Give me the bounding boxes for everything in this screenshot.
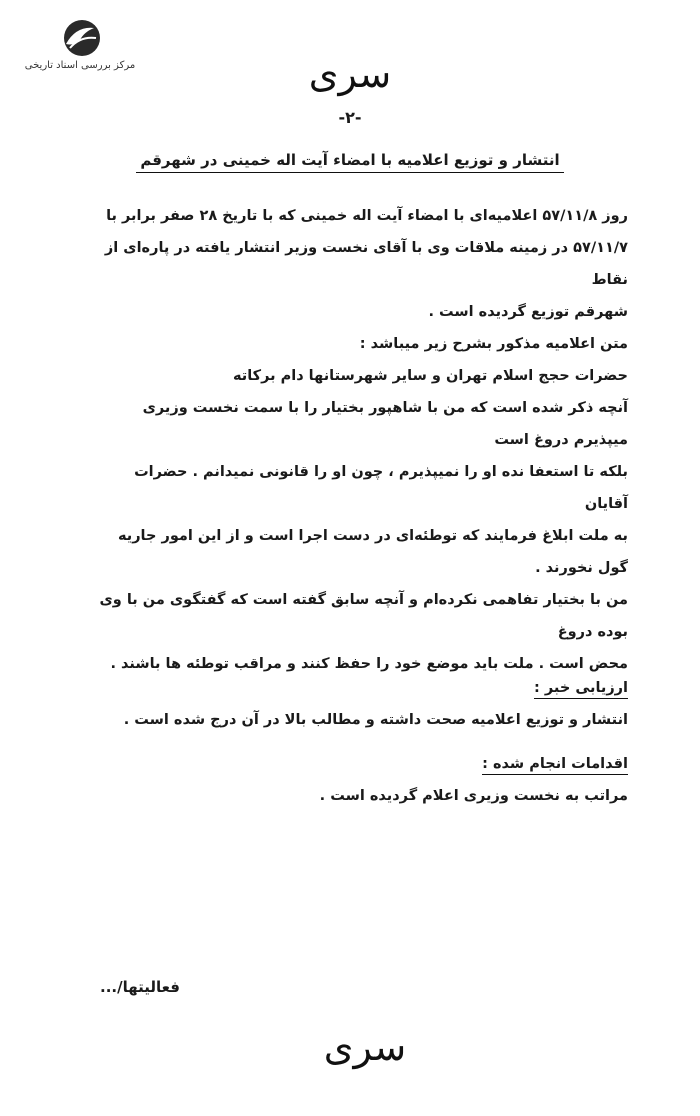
- body-line: به ملت ابلاغ فرمایند که توطئه‌ای در دست اجرا است و از این امور جاریه گول نخورند .: [117, 528, 628, 576]
- body-line: متن اعلامیه مذکور بشرح زیر میباشد :: [359, 336, 628, 352]
- classification-top: سری: [308, 52, 392, 96]
- body-line: من با بختیار تفاهمی نکرده‌ام و آنچه سابق گفته است که گفتگوی من با وی بوده دروغ: [99, 592, 628, 640]
- subject-text: انتشار و توزیع اعلامیه با امضاء آیت اله خمینی در شهرقم: [136, 151, 563, 173]
- page-number: -۲-: [338, 108, 362, 127]
- body-line: محض است . ملت باید موضع خود را حفظ کنند و مراقب توطئه ها باشند .: [110, 656, 628, 672]
- actions-text: مراتب به نخست وزیری اعلام گردیده است .: [319, 788, 628, 804]
- subject-line: [0, 150, 700, 173]
- body-line: شهرقم توزیع گردیده است .: [428, 304, 628, 320]
- classification-bottom: سری: [323, 1025, 407, 1069]
- assessment-section: [95, 672, 628, 812]
- body-line: بلکه تا استعفا نده او را نمیپذیرم ، چون او را قانونی نمیدانم . حضرات آقایان: [134, 464, 628, 512]
- body-line: ۵۷/۱۱/۷ در زمینه ملاقات وی با آقای نخست وزیر انتشار یافته در پاره‌ای از نقاط: [104, 240, 628, 288]
- assessment-text: انتشار و توزیع اعلامیه صحت داشته و مطالب بالا در آن درج شده است .: [123, 712, 628, 728]
- actions-heading: اقدامات انجام شده :: [95, 748, 628, 780]
- body-line: آنچه ذکر شده است که من با شاهپور بختیار را با سمت نخست وزیری میپذیرم دروغ است: [142, 400, 628, 448]
- body-line: روز ۵۷/۱۱/۸ اعلامیه‌ای با امضاء آیت اله خمینی که با تاریخ ۲۸ صفر برابر با: [106, 208, 628, 224]
- assessment-heading: ارزیابی خبر :: [95, 672, 628, 704]
- body-line: حضرات حجج اسلام تهران و سایر شهرستانها دام برکاته: [232, 368, 628, 384]
- archive-name: مرکز بررسی اسناد تاریخی: [24, 60, 136, 71]
- activities-label: فعالیتها/...: [100, 978, 180, 996]
- report-body: [95, 200, 628, 680]
